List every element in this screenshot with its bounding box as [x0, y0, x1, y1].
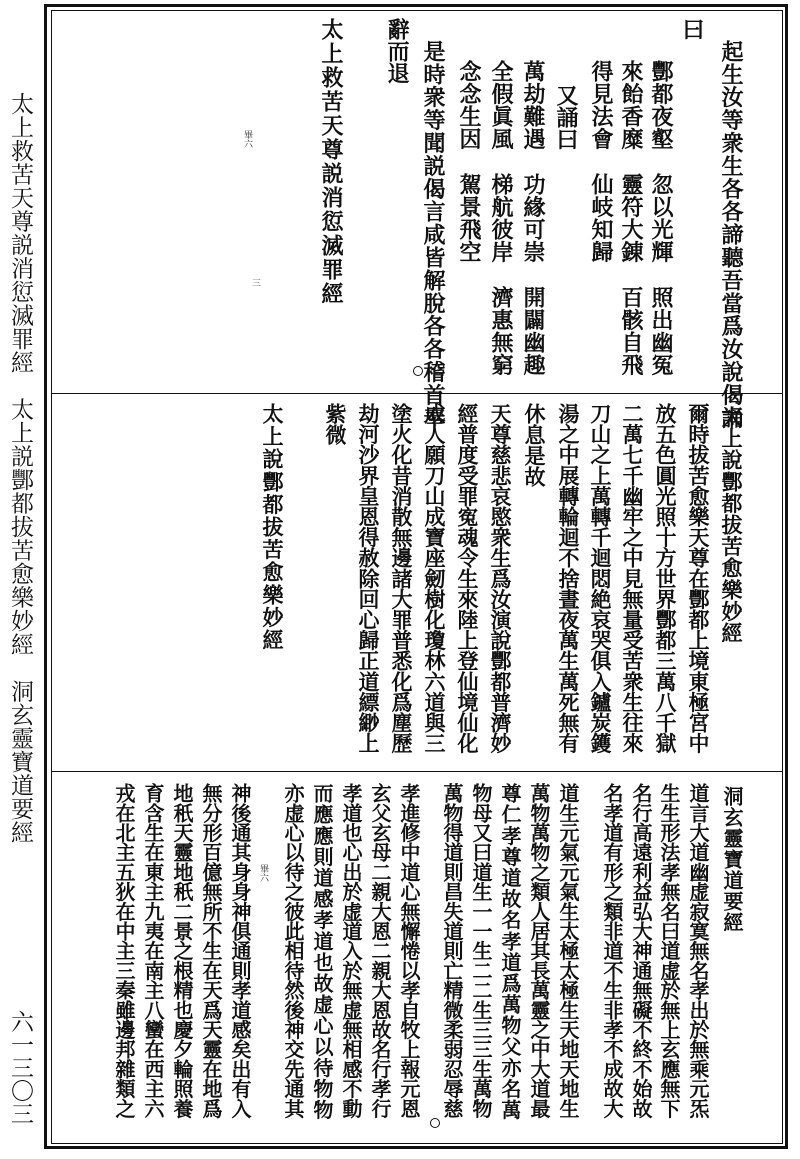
text-column: 天尊慈悲哀愍衆生爲汝演說酆都普濟妙 [488, 403, 513, 754]
text-column: 成人願刀山成寶座劒樹化瓊林六道與三 [422, 403, 447, 754]
text-column: 道生元氣元氣生太極太極生天地天地生 [556, 783, 580, 1118]
running-title: 太上救苦天尊説消愆滅罪經 太上説酆都拔苦愈樂妙經 洞玄靈寶道要經 [7, 92, 33, 844]
text-column: 得見法會 仙岐知歸 [588, 60, 614, 264]
text-column: 名孝道有形之類非道不生非孝不成故大 [600, 783, 624, 1118]
text-column: 生生形法孝無名曰道虚於無上玄應無下 [657, 783, 681, 1118]
text-column: 無分形百億無所不生在天爲天靈在地爲 [199, 783, 223, 1118]
text-column: 全假眞風 梯航彼岸 濟惠無窮 [488, 60, 514, 377]
text-column: 太上說酆都拔苦愈樂妙經 [260, 403, 285, 652]
text-column: 刀山之上萬轉千迴悶絶哀哭俱入鑪炭鑊 [588, 403, 613, 754]
text-column: 亦虚心以待之彼此相待然後神交先通其 [281, 783, 305, 1118]
circle-mark [430, 1118, 440, 1128]
text-column: 是時衆等聞説偈言咸皆解脫各各稽首奉 [420, 40, 446, 430]
text-column: 洞玄靈寶道要經 [720, 786, 744, 933]
block-divider-top [51, 393, 783, 394]
text-column: 育含生在東主九夷在南主八蠻在西主六 [141, 783, 165, 1118]
text-column: 念念生因 駕景飛空 [456, 60, 482, 264]
page-number: 六一三〇三 [7, 1010, 33, 1125]
text-column: 太上說酆都拔苦愈樂妙經 [719, 406, 744, 644]
block-note: 三 [250, 278, 260, 287]
text-column: 二萬七千幽牢之中見無量受苦衆生往來 [620, 403, 645, 754]
text-column: 孝進修中道心無懈惓以孝自牧上報元恩 [397, 783, 421, 1118]
text-column: 塗火化昔消散無邊諸大罪普悉化爲塵歷 [389, 403, 414, 754]
circle-mark [413, 366, 423, 376]
text-column: 酆都夜壑 忽以光輝 照出幽冤 [648, 60, 674, 377]
text-column: 道言大道幽虚寂寞無名孝出於無乘元炁 [686, 783, 710, 1118]
block-divider-bottom [51, 771, 783, 772]
text-column: 地秖天靈地秖二景之根精也慶夕輪照養 [170, 783, 194, 1118]
text-column: 湯之中展轉輪迴不捨晝夜萬生萬死無有 [556, 403, 581, 754]
text-column: 來飴香糜 靈符大錬 百骸自飛 [618, 60, 644, 377]
block-note: 畢六 [242, 130, 252, 148]
text-column: 辭而退 [384, 18, 410, 84]
text-column: 放五色圓光照十方世界酆都三萬八千獄 [653, 403, 678, 754]
text-column: 尊仁孝尊道故名孝道爲萬物父亦名萬 [498, 783, 522, 1121]
text-column: 而應應則道感孝道也故虚心以待物物 [310, 783, 334, 1121]
text-column: 爾時拔苦愈樂天尊在酆都上境東極宮中 [686, 403, 711, 754]
block-note: 畢六 [258, 864, 268, 882]
text-column: 曰 [679, 18, 705, 40]
text-column: 萬物得道則昌失道則亡精微柔弱忍辱慈 [440, 783, 464, 1118]
text-column: 戎在北主五狄在中主三秦雖邊邦雜類之 [112, 783, 136, 1118]
text-column: 又誦曰 [553, 84, 579, 150]
text-column: 名行高遠利益弘大神通無礙不終不始故 [629, 783, 653, 1118]
text-column: 劫河沙界皇恩得赦除回心歸正道縹緲上 [356, 403, 381, 754]
text-column: 經普度受罪寃魂令生來陸上登仙境仙化 [455, 403, 480, 754]
text-column: 紫微 [323, 403, 348, 445]
text-column: 物母又曰道生一一生二二生三三生萬物 [469, 783, 493, 1118]
text-column: 太上救苦天尊説消愆滅罪經 [318, 18, 344, 306]
text-column: 玄父玄母二親大恩二親大恩故名行孝行 [368, 783, 392, 1118]
text-column: 休息是故 [522, 403, 547, 487]
text-column: 孝道也心出於虚道入於無虚無相感不動 [339, 783, 363, 1118]
text-column: 神後通其身身神俱通則孝道感矣出有入 [228, 783, 252, 1118]
text-column: 起生汝等衆生各各諦聽吾當爲汝說偈誦 [718, 40, 744, 430]
text-column: 萬劫難遇 功緣可崇 開闢幽趣 [520, 60, 546, 377]
text-column: 萬物萬物之類人居其長萬靈之中大道最 [527, 783, 551, 1118]
